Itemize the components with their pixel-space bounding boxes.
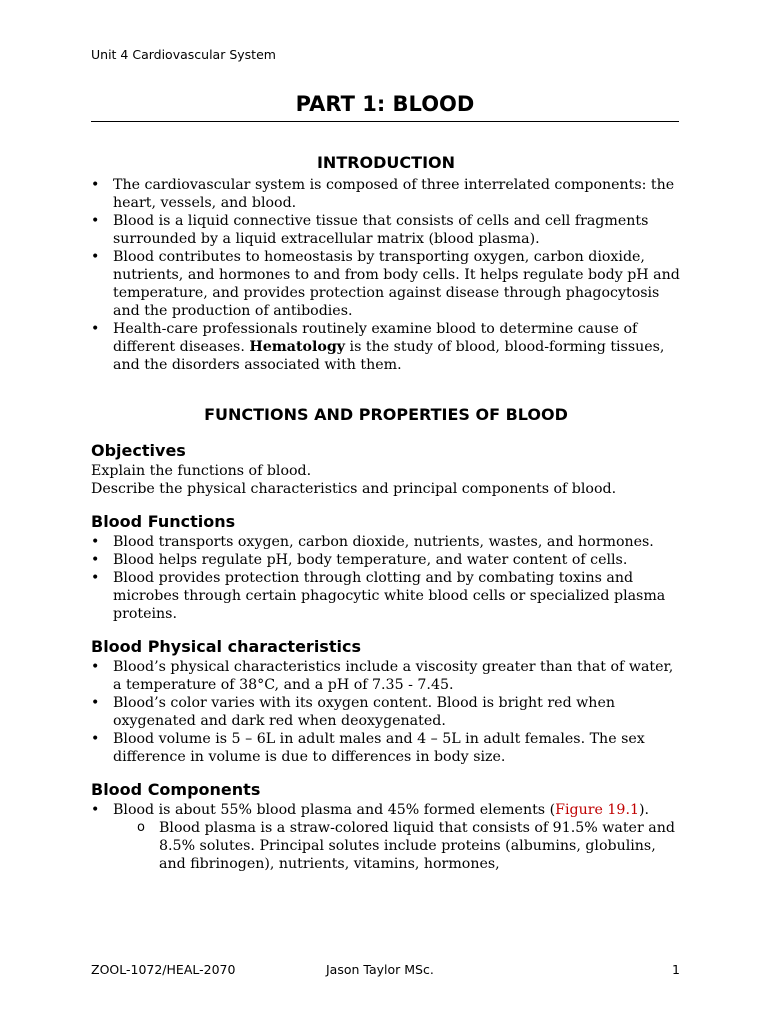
components-list [91,801,681,873]
introduction-heading: INTRODUCTION [316,153,456,172]
list-item: • Blood’s physical characteristics include a viscosity greater than that of water, a temperature of 38°C, and a pH of 7.35 - 7.45. [91,659,674,693]
bullet-icon: • [91,177,100,193]
objective-line: Describe the physical characteristics and principal components of blood. [91,481,617,497]
list-item: o Blood plasma is a straw-colored liquid that consists of 91.5% water and 8.5% solutes. Principal solutes include proteins (albumins, globulins, and fibrinogen), nutrients, vitamins, hormones, [137,820,675,872]
bullet-icon: • [91,802,100,818]
components-heading: Blood Components [91,780,261,799]
bullet-icon: • [91,321,100,337]
functions-heading: FUNCTIONS AND PROPERTIES OF BLOOD [204,405,568,424]
bullet-icon: • [91,695,100,711]
list-item: • Blood is a liquid connective tissue that consists of cells and cell fragments surrounded by a liquid extracellular matrix (blood plasma). [91,213,649,247]
list-item: • Blood volume is 5 – 6L in adult males and 4 – 5L in adult females. The sex difference in volume is due to differences in body size. [91,731,645,765]
bullet-icon: • [91,552,100,568]
physical-heading: Blood Physical characteristics [91,637,361,656]
list-item: • Blood helps regulate pH, body temperature, and water content of cells. [91,552,628,568]
bullet-icon: • [91,534,100,550]
hematology-term: Hematology [249,339,346,355]
physical-list [91,658,681,766]
footer-course: ZOOL-1072/HEAL-2070 [91,962,236,977]
bullet-icon: • [91,659,100,675]
list-item: • Blood contributes to homeostasis by transporting oxygen, carbon dioxide, nutrients, and hormones to and from body cells. It helps regulate body pH and temperature, and provides protection against disease through phagocytosis and the production of antibodies. [91,249,680,319]
page-number: 1 [672,962,680,977]
bullet-icon: • [91,570,100,586]
list-item: • The cardiovascular system is composed of three interrelated components: the heart, vessels, and blood. [91,177,675,211]
bullet-icon: • [91,731,100,747]
objective-line: Explain the functions of blood. [91,463,312,479]
page-title: PART 1: BLOOD [295,92,475,116]
footer-author: Jason Taylor MSc. [326,962,434,977]
list-item: • Health-care professionals routinely examine blood to determine cause of different diseases. Hematology is the study of blood, blood-forming tissues, and the disorders associated with them. [91,321,665,373]
blood-functions-list [91,533,681,623]
list-item: • Blood transports oxygen, carbon dioxide, nutrients, wastes, and hormones. [91,534,654,550]
list-item: • Blood’s color varies with its oxygen content. Blood is bright red when oxygenated and dark red when deoxygenated. [91,695,615,729]
introduction-list [91,176,681,374]
bullet-icon: • [91,213,100,229]
document-body [91,152,681,873]
list-item: • Blood provides protection through clotting and by combating toxins and microbes through certain phagocytic white blood cells or specialized plasma proteins. [91,570,666,622]
running-header: Unit 4 Cardiovascular System [91,47,276,62]
title-rule [91,121,679,122]
objectives-heading: Objectives [91,441,186,460]
list-item: • Blood is about 55% blood plasma and 45% formed elements (Figure 19.1). [91,802,650,818]
figure-link[interactable]: Figure 19.1 [555,802,639,818]
circle-bullet-icon: o [137,820,145,835]
bullet-icon: • [91,249,100,265]
blood-functions-heading: Blood Functions [91,512,236,531]
